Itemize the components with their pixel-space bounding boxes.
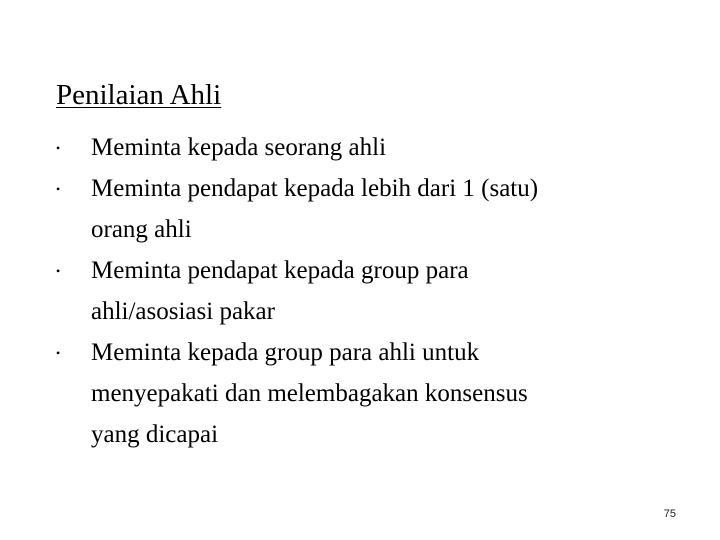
bullet-text: Meminta pendapat kepada lebih dari 1 (satu) orang ahli bbox=[91, 175, 539, 243]
bullet-dot-icon: • bbox=[56, 264, 61, 278]
bullet-item bbox=[56, 168, 676, 250]
bullet-dot-icon: • bbox=[56, 346, 61, 360]
bullet-dot-icon: • bbox=[56, 182, 61, 196]
bullet-text: Meminta pendapat kepada group para ahli/asosiasi pakar bbox=[91, 257, 469, 325]
bullet-list bbox=[56, 127, 676, 455]
bullet-item bbox=[56, 250, 676, 332]
bullet-text: Meminta kepada seorang ahli bbox=[91, 134, 387, 161]
bullet-text: Meminta kepada group para ahli untuk menyepakati dan melembagakan konsensus yang dicapai bbox=[91, 339, 528, 448]
bullet-item bbox=[56, 127, 676, 168]
slide-title: Penilaian Ahli bbox=[56, 79, 222, 111]
page-number: 75 bbox=[663, 508, 676, 520]
bullet-item bbox=[56, 332, 676, 455]
bullet-dot-icon: • bbox=[56, 141, 61, 155]
